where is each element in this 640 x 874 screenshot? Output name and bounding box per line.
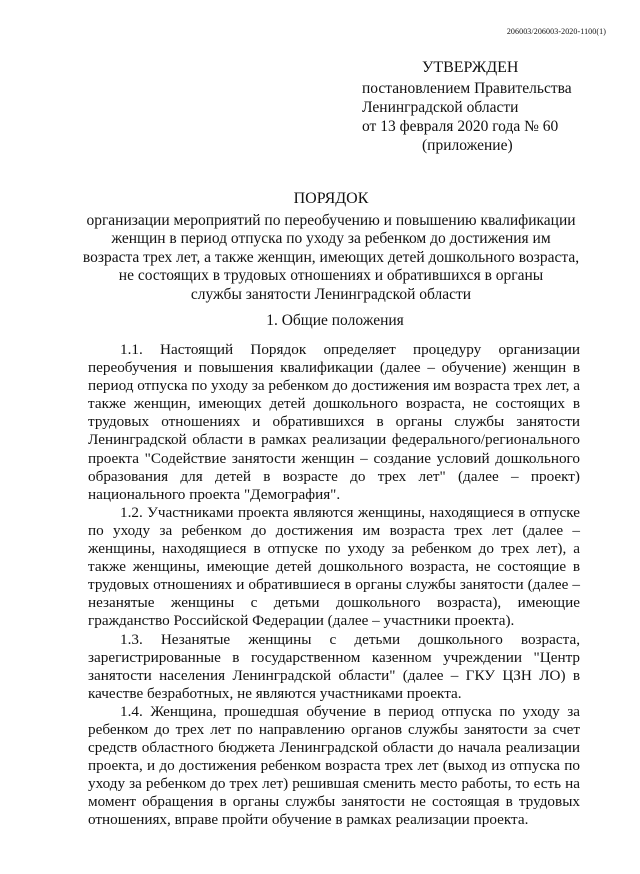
approval-line-3: от 13 февраля 2020 года № 60 [362,118,559,135]
approval-appendix: (приложение) [422,137,513,154]
title-heading: ПОРЯДОК [293,190,369,207]
title-line: возраста трех лет, а также женщин, имеющих детей дошкольного возраста, [82,248,580,266]
title-line: службы занятости Ленинградской области [190,285,472,303]
paragraph-1-1: 1.1. Настоящий Порядок определяет процедуру организации переобучения и повышения квалификации (далее – обучение) женщин в период отпуска по уходу за ребенком до достижения им возраста трех лет, а также женщин, имеющих детей дошкольного возраста, не состоящих в трудовых отношениях и обратившихся в органы службы занятости Ленинградской области в рамках реализации федерального/регионального проекта "Содействие занятости женщин – создание условий дошкольного образования для детей в возрасте до трех лет" (далее – проект) национального проекта "Демография". [88,341,580,503]
section-heading: 1. Общие положения [266,312,404,329]
title-line: организации мероприятий по переобучению и повышению квалификации [86,211,576,229]
paragraph-1-2: 1.2. Участниками проекта являются женщины, находящиеся в отпуске по уходу за ребенком до достижения им возраста трех лет (далее – женщины, находящиеся в отпуске по уходу за ребенком до трех лет), а также женщины, имеющие детей дошкольного возраста, не состоящие в трудовых отношениях и обратившиеся в органы службы занятости (далее – незанятые женщины с детьми дошкольного возраста), имеющие гражданство Российской Федерации (далее – участники проекта). [88,503,580,630]
approved-label: УТВЕРЖДЕН [422,59,519,76]
document-body [88,341,580,830]
paragraph-1-3: 1.3. Незанятые женщины с детьми дошкольного возраста, зарегистрированные в государственном казенном учреждении "Центр занятости населения Ленинградской области" (далее – ГКУ ЦЗН ЛО) в качестве безработных, не являются участниками проекта. [88,630,580,702]
paragraph-1-4: 1.4. Женщина, прошедшая обучение в период отпуска по уходу за ребенком до трех лет по направлению органов службы занятости за счет средств областного бюджета Ленинградской области до начала реализации проекта, и до достижения ребенком возраста трех лет (выход из отпуска по уходу за ребенком до трех лет) решившая сменить место работы, то есть на момент обращения в органы службы занятости не состоящая в трудовых отношениях, вправе пройти обучение в рамках реализации проекта. [88,702,580,829]
title-line: не состоящих в трудовых отношениях и обратившихся в органы [118,267,544,284]
approval-line-2: Ленинградской области [362,99,519,116]
approval-stamp [362,58,572,155]
document-title [80,190,582,304]
document-code: 206003/206003-2020-1100(1) [506,27,606,36]
approval-line-1: постановлением Правительства [362,80,572,97]
title-line: женщин в период отпуска по уходу за ребенком до достижения им [111,230,551,247]
